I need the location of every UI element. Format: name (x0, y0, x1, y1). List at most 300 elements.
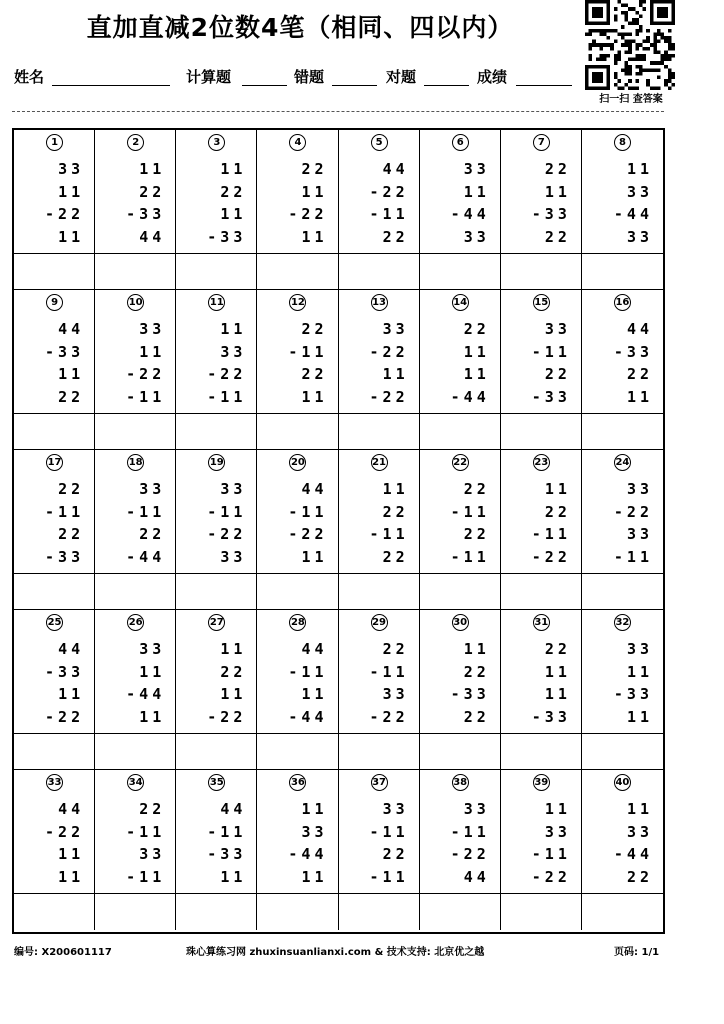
problem-numbers (288, 638, 327, 728)
problem-cell (95, 610, 176, 734)
answer-box[interactable] (176, 734, 257, 770)
problem-line: -11 (126, 822, 166, 841)
problem-line: -11 (450, 822, 490, 841)
qr-code[interactable] (585, 0, 675, 90)
footer-page: 页码: 1/1 (614, 947, 660, 958)
answer-box[interactable] (95, 254, 176, 290)
problem-numbers (207, 478, 246, 568)
problem-line: 44 (58, 320, 85, 338)
problem-numbers (532, 638, 571, 728)
problem-numbers (288, 478, 327, 568)
problem-line: 22 (58, 387, 85, 406)
problem-numbers (532, 478, 571, 568)
score-blank[interactable] (516, 85, 572, 86)
problem-line: 11 (544, 480, 571, 498)
problem-line: 22 (626, 867, 653, 886)
problem-line: 44 (58, 640, 85, 658)
problem-line: 44 (301, 480, 328, 498)
problem-numbers (614, 158, 653, 248)
problem-numbers (370, 478, 409, 568)
problem-line: 11 (463, 342, 490, 361)
problem-line: -44 (450, 387, 490, 406)
problem-number-badge: 28 (289, 614, 306, 631)
problem-line: 33 (544, 320, 571, 338)
problem-line: 22 (301, 160, 328, 178)
problem-line: -33 (45, 662, 85, 681)
problem-line: -11 (369, 867, 409, 886)
answer-box[interactable] (582, 414, 663, 450)
problem-line: -11 (369, 205, 409, 223)
problem-cell (257, 130, 338, 254)
problem-number-badge: 30 (452, 614, 469, 631)
problem-line: 22 (463, 707, 490, 726)
answer-box[interactable] (14, 574, 95, 610)
problem-numbers (614, 638, 653, 728)
answer-box[interactable] (95, 414, 176, 450)
problem-line: 11 (626, 707, 653, 726)
problem-numbers (126, 638, 165, 728)
problem-cell (501, 290, 582, 414)
answer-box[interactable] (339, 254, 420, 290)
problem-line: 22 (382, 640, 409, 658)
problem-cell (339, 130, 420, 254)
problem-line: -11 (126, 502, 166, 521)
answer-box[interactable] (339, 734, 420, 770)
problem-line: 33 (382, 800, 409, 818)
answer-box[interactable] (95, 734, 176, 770)
problem-line: -22 (369, 707, 409, 726)
problem-cell (501, 130, 582, 254)
answer-box[interactable] (420, 254, 501, 290)
answer-box[interactable] (257, 894, 338, 930)
problem-line: -44 (126, 547, 166, 566)
problem-line: -44 (613, 845, 653, 863)
correct-label: 对题 (386, 68, 417, 86)
problem-line: 33 (139, 640, 166, 658)
problem-numbers (45, 798, 84, 888)
problem-line: -11 (207, 502, 247, 521)
problem-line: -33 (531, 707, 571, 726)
problem-line: 22 (463, 480, 490, 498)
problem-line: -33 (207, 845, 247, 863)
problem-line: 44 (382, 160, 409, 178)
problem-cell (95, 450, 176, 574)
problem-line: 33 (220, 480, 247, 498)
answer-box[interactable] (14, 894, 95, 930)
problem-line: -22 (45, 707, 85, 726)
problem-cell (257, 610, 338, 734)
problem-line: 22 (382, 502, 409, 521)
problem-line: 11 (382, 480, 409, 498)
problem-number-badge: 7 (533, 134, 550, 151)
problem-line: 11 (58, 867, 85, 886)
problem-line: 11 (301, 867, 328, 886)
problem-line: 44 (301, 640, 328, 658)
problem-number-badge: 1 (46, 134, 63, 151)
problem-cell (14, 610, 95, 734)
problem-line: 33 (626, 525, 653, 543)
problem-line: 33 (463, 800, 490, 818)
problem-line: -22 (369, 387, 409, 406)
problem-number-badge: 33 (46, 774, 63, 791)
problem-line: 33 (463, 227, 490, 246)
name-label: 姓名 (14, 68, 45, 86)
problem-line: 11 (58, 365, 85, 383)
problem-line: -11 (207, 387, 247, 406)
problem-line: 22 (139, 525, 166, 543)
problem-line: -33 (531, 387, 571, 406)
problem-number-badge: 4 (289, 134, 306, 151)
answer-box[interactable] (14, 734, 95, 770)
wrong-blank[interactable] (332, 85, 377, 86)
answer-box[interactable] (582, 254, 663, 290)
problem-line: -22 (369, 182, 409, 201)
problem-number-badge: 19 (208, 454, 225, 471)
problem-cell (176, 130, 257, 254)
problem-numbers (532, 318, 571, 408)
problem-line: 11 (58, 845, 85, 863)
answer-box[interactable] (339, 574, 420, 610)
problem-number-badge: 34 (127, 774, 144, 791)
problem-line: 22 (463, 320, 490, 338)
problem-line: -33 (45, 547, 85, 566)
problem-cell (14, 450, 95, 574)
answer-box[interactable] (14, 254, 95, 290)
answer-box[interactable] (257, 734, 338, 770)
problem-line: -22 (207, 365, 247, 383)
problem-cell (14, 130, 95, 254)
problem-line: -11 (126, 867, 166, 886)
score-label: 成绩 (477, 68, 508, 86)
name-blank[interactable] (52, 85, 170, 86)
problem-line: 11 (220, 685, 247, 703)
problem-line: -11 (288, 342, 328, 361)
problem-line: 22 (220, 182, 247, 201)
problem-line: 11 (220, 205, 247, 223)
problem-numbers (126, 318, 165, 408)
problem-line: 22 (626, 365, 653, 383)
problem-line: 11 (544, 182, 571, 201)
problem-line: -22 (369, 342, 409, 361)
problem-number-badge: 32 (614, 614, 631, 631)
problem-line: 33 (544, 822, 571, 841)
problem-number-badge: 9 (46, 294, 63, 311)
problem-number-badge: 40 (614, 774, 631, 791)
answer-box[interactable] (501, 574, 582, 610)
problem-numbers (370, 158, 409, 248)
problem-numbers (451, 318, 490, 408)
problem-line: 33 (626, 822, 653, 841)
answer-box[interactable] (176, 414, 257, 450)
problem-number-badge: 15 (533, 294, 550, 311)
problem-number-badge: 36 (289, 774, 306, 791)
problem-line: -44 (613, 205, 653, 223)
problem-cell (420, 610, 501, 734)
problem-line: 33 (382, 320, 409, 338)
problem-numbers (45, 318, 84, 408)
problem-line: 44 (463, 867, 490, 886)
problem-line: -33 (126, 205, 166, 223)
problem-number-badge: 8 (614, 134, 631, 151)
answer-box[interactable] (501, 734, 582, 770)
problem-line: 11 (139, 342, 166, 361)
problem-line: 11 (544, 685, 571, 703)
problem-line: 22 (544, 640, 571, 658)
problem-line: -22 (288, 525, 328, 543)
problem-line: 22 (301, 365, 328, 383)
problem-cell (501, 610, 582, 734)
problem-line: 33 (301, 822, 328, 841)
problem-cell (582, 610, 663, 734)
problem-line: -11 (613, 547, 653, 566)
problem-line: 33 (626, 480, 653, 498)
problem-line: -44 (288, 707, 328, 726)
problem-cell (339, 610, 420, 734)
problem-line: 22 (220, 662, 247, 681)
problem-cell (420, 450, 501, 574)
total-problems-blank[interactable] (242, 85, 287, 86)
problem-number-badge: 29 (371, 614, 388, 631)
problem-line: 22 (463, 662, 490, 681)
problem-line: 11 (301, 387, 328, 406)
problem-number-badge: 26 (127, 614, 144, 631)
problem-line: 11 (463, 182, 490, 201)
problem-number-badge: 39 (533, 774, 550, 791)
problem-line: 11 (58, 227, 85, 246)
answer-box[interactable] (420, 734, 501, 770)
problem-line: 22 (544, 365, 571, 383)
problem-line: -11 (450, 547, 490, 566)
answer-box[interactable] (420, 414, 501, 450)
problem-line: -33 (45, 342, 85, 361)
problem-line: -11 (45, 502, 85, 521)
problem-line: -11 (369, 525, 409, 543)
problem-cell (257, 450, 338, 574)
problem-line: -22 (45, 822, 85, 841)
problem-line: 22 (58, 525, 85, 543)
problem-line: 11 (139, 160, 166, 178)
problem-line: 11 (220, 640, 247, 658)
answer-box[interactable] (339, 414, 420, 450)
problem-line: -22 (531, 547, 571, 566)
answer-box[interactable] (257, 254, 338, 290)
problem-line: -11 (207, 822, 247, 841)
problem-line: 11 (626, 800, 653, 818)
problem-line: -22 (450, 845, 490, 863)
problem-number-badge: 3 (208, 134, 225, 151)
answer-box[interactable] (257, 574, 338, 610)
problem-cell (257, 290, 338, 414)
problem-line: 33 (626, 227, 653, 246)
problem-numbers (288, 798, 327, 888)
problem-number-badge: 6 (452, 134, 469, 151)
problem-cell (582, 290, 663, 414)
problem-number-badge: 22 (452, 454, 469, 471)
problem-cell (95, 770, 176, 894)
problem-line: 33 (139, 320, 166, 338)
problem-numbers (126, 158, 165, 248)
problem-line: 11 (463, 365, 490, 383)
problem-line: -11 (531, 845, 571, 863)
problem-cell (176, 610, 257, 734)
problem-line: 22 (382, 845, 409, 863)
problem-line: -44 (450, 205, 490, 223)
problem-numbers (45, 478, 84, 568)
problem-line: 33 (463, 160, 490, 178)
problem-line: 33 (626, 640, 653, 658)
answer-box[interactable] (257, 414, 338, 450)
answer-box[interactable] (339, 894, 420, 930)
problem-line: 11 (626, 160, 653, 178)
problem-numbers (451, 798, 490, 888)
problem-number-badge: 25 (46, 614, 63, 631)
problem-cell (176, 450, 257, 574)
problem-cell (95, 290, 176, 414)
problem-number-badge: 5 (371, 134, 388, 151)
answer-box[interactable] (582, 894, 663, 930)
problem-number-badge: 27 (208, 614, 225, 631)
problem-numbers (451, 638, 490, 728)
problem-line: 44 (139, 227, 166, 246)
answer-box[interactable] (95, 894, 176, 930)
answer-box[interactable] (501, 254, 582, 290)
problem-numbers (45, 638, 84, 728)
problem-numbers (614, 318, 653, 408)
problem-line: 22 (544, 502, 571, 521)
problem-number-badge: 21 (371, 454, 388, 471)
problem-numbers (288, 318, 327, 408)
problem-line: -11 (126, 387, 166, 406)
problem-line: -22 (288, 205, 328, 223)
problem-cell (257, 770, 338, 894)
problem-cell (501, 770, 582, 894)
answer-box[interactable] (176, 574, 257, 610)
problem-cell (339, 290, 420, 414)
answer-box[interactable] (420, 574, 501, 610)
problem-cell (420, 290, 501, 414)
problem-numbers (451, 158, 490, 248)
problem-line: 11 (58, 182, 85, 201)
page-title: 直加直减2位数4笔（相同、四以内） (86, 13, 514, 42)
problem-numbers (370, 318, 409, 408)
problem-line: 33 (139, 845, 166, 863)
footer-site: 珠心算练习网 zhuxinsuanlianxi.com & 技术支持: 北京优之越 (186, 947, 485, 958)
problem-numbers (45, 158, 84, 248)
problem-cell (14, 770, 95, 894)
problem-line: 11 (626, 662, 653, 681)
problem-line: 11 (382, 365, 409, 383)
answer-box[interactable] (95, 574, 176, 610)
problem-cell (582, 130, 663, 254)
problem-cell (176, 770, 257, 894)
answer-box[interactable] (582, 574, 663, 610)
answer-box[interactable] (582, 734, 663, 770)
problem-number-badge: 23 (533, 454, 550, 471)
problem-line: -22 (207, 525, 247, 543)
answer-box[interactable] (14, 414, 95, 450)
problem-line: -33 (531, 205, 571, 223)
problem-number-badge: 2 (127, 134, 144, 151)
problem-line: 33 (139, 480, 166, 498)
problem-line: 11 (220, 867, 247, 886)
problem-cell (339, 770, 420, 894)
problem-number-badge: 24 (614, 454, 631, 471)
problem-line: -11 (531, 342, 571, 361)
problem-line: 22 (58, 480, 85, 498)
problem-line: 22 (301, 320, 328, 338)
answer-box[interactable] (420, 894, 501, 930)
problem-line: 22 (382, 227, 409, 246)
problem-line: 33 (220, 342, 247, 361)
problem-line: 22 (463, 525, 490, 543)
problem-line: 33 (220, 547, 247, 566)
problem-numbers (532, 798, 571, 888)
problem-numbers (126, 798, 165, 888)
answer-box[interactable] (176, 894, 257, 930)
problem-numbers (207, 158, 246, 248)
problem-line: -11 (369, 822, 409, 841)
problem-number-badge: 37 (371, 774, 388, 791)
problem-line: 11 (301, 547, 328, 566)
problem-line: 11 (139, 662, 166, 681)
problem-cell (582, 450, 663, 574)
problem-line: 33 (58, 160, 85, 178)
problem-line: 22 (544, 160, 571, 178)
qr-caption: 扫一扫 查答案 (599, 94, 663, 105)
problem-numbers (126, 478, 165, 568)
answer-box[interactable] (176, 254, 257, 290)
problem-line: 11 (220, 320, 247, 338)
problem-line: -11 (531, 525, 571, 543)
problem-line: -22 (531, 867, 571, 886)
total-problems-label: 计算题 (186, 68, 232, 86)
correct-blank[interactable] (424, 85, 469, 86)
problem-number-badge: 31 (533, 614, 550, 631)
problem-line: 22 (139, 182, 166, 201)
problem-line: 11 (301, 182, 328, 201)
problem-line: -33 (613, 685, 653, 703)
problem-line: -33 (207, 227, 247, 246)
problem-line: -22 (126, 365, 166, 383)
problem-line: 22 (139, 800, 166, 818)
problem-line: -11 (369, 662, 409, 681)
problem-line: 11 (139, 707, 166, 726)
problem-line: -11 (288, 502, 328, 521)
cut-line (12, 111, 664, 112)
answer-box[interactable] (501, 414, 582, 450)
problem-cell (95, 130, 176, 254)
problem-number-badge: 12 (289, 294, 306, 311)
problem-cell (501, 450, 582, 574)
problem-line: -22 (207, 707, 247, 726)
problem-line: 22 (544, 227, 571, 246)
problem-numbers (207, 638, 246, 728)
footer-code: 编号: X200601117 (14, 947, 112, 958)
problem-number-badge: 13 (371, 294, 388, 311)
problem-line: -33 (613, 342, 653, 361)
problem-line: 11 (301, 685, 328, 703)
problem-numbers (451, 478, 490, 568)
answer-box[interactable] (501, 894, 582, 930)
problem-numbers (288, 158, 327, 248)
problem-line: -22 (613, 502, 653, 521)
problem-numbers (207, 798, 246, 888)
problem-line: 11 (301, 800, 328, 818)
problem-line: 22 (382, 547, 409, 566)
problem-numbers (532, 158, 571, 248)
problem-line: 11 (544, 662, 571, 681)
problem-numbers (614, 798, 653, 888)
